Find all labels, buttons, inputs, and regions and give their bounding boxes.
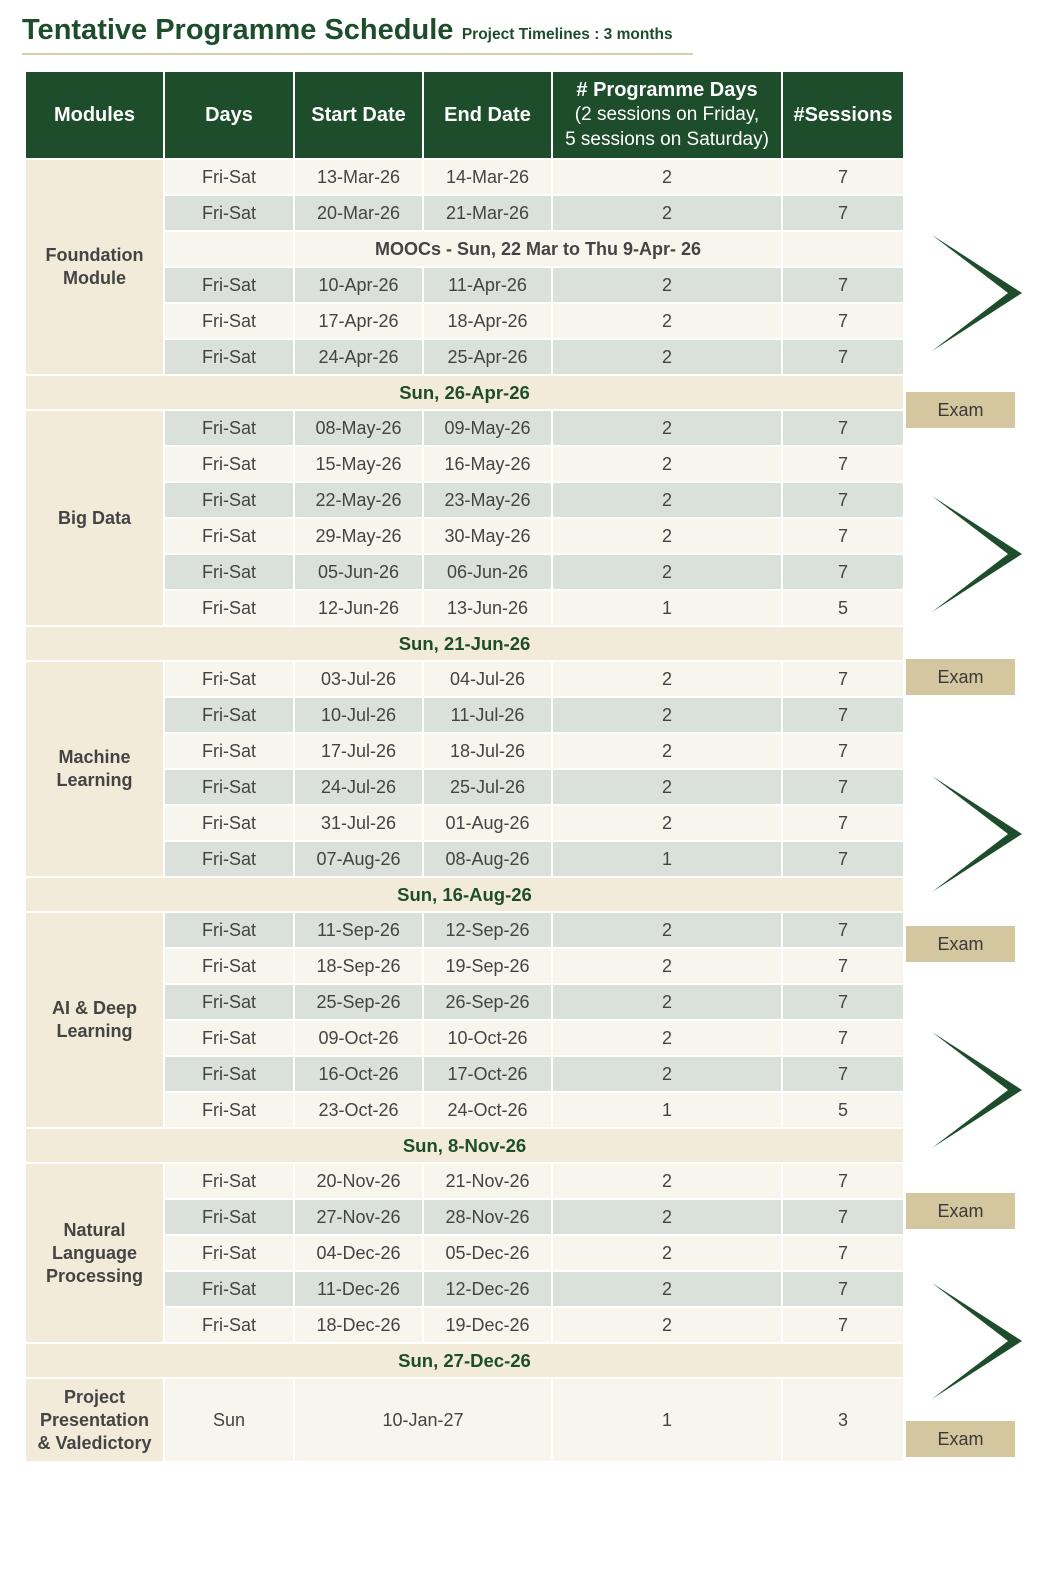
cell-days: Fri-Sat: [164, 554, 294, 590]
cell-end-date: 21-Nov-26: [423, 1163, 552, 1199]
chevron-right-icon: [928, 1028, 1026, 1152]
cell-days: Fri-Sat: [164, 410, 294, 446]
module-name-line: & Valedictory: [37, 1432, 152, 1453]
header-row: [25, 71, 904, 159]
cell-programme-days: 2: [552, 339, 782, 375]
cell-start-date: 09-Oct-26: [294, 1020, 423, 1056]
cell-sessions: 7: [782, 410, 904, 446]
cell-end-date: 28-Nov-26: [423, 1199, 552, 1235]
page-title: Tentative Programme Schedule: [22, 14, 454, 46]
table-row: [25, 912, 904, 948]
cell-programme-days: 2: [552, 482, 782, 518]
cell-sessions: 7: [782, 446, 904, 482]
cell-days: Fri-Sat: [164, 1092, 294, 1128]
cell-days: Fri-Sat: [164, 912, 294, 948]
schedule-table: [24, 70, 905, 1463]
cell-programme-days: 1: [552, 590, 782, 626]
cell-end-date: 17-Oct-26: [423, 1056, 552, 1092]
cell-end-date: 10-Oct-26: [423, 1020, 552, 1056]
cell-end-date: 25-Apr-26: [423, 339, 552, 375]
cell-start-date: 20-Nov-26: [294, 1163, 423, 1199]
cell-end-date: 30-May-26: [423, 518, 552, 554]
exam-row: [25, 375, 904, 410]
cell-sessions: 7: [782, 1020, 904, 1056]
cell-start-date: 17-Apr-26: [294, 303, 423, 339]
cell-start-date: 03-Jul-26: [294, 661, 423, 697]
cell-start-date: 18-Dec-26: [294, 1307, 423, 1343]
cell-start-date: 15-May-26: [294, 446, 423, 482]
cell-end-date: 11-Jul-26: [423, 697, 552, 733]
module-big-data: [25, 410, 164, 626]
cell-start-date: 05-Jun-26: [294, 554, 423, 590]
cell-end-date: 18-Jul-26: [423, 733, 552, 769]
cell-sessions: 7: [782, 1199, 904, 1235]
module-name-line: Learning: [56, 770, 133, 790]
cell-days: Fri-Sat: [164, 805, 294, 841]
cell-sessions: 7: [782, 948, 904, 984]
cell-programme-days: 1: [552, 841, 782, 877]
cell-programme-days: 2: [552, 1056, 782, 1092]
header-modules: Modules: [25, 71, 164, 159]
module-name-line: Learning: [56, 1021, 133, 1041]
cell-days: Fri-Sat: [164, 590, 294, 626]
cell-days: Fri-Sat: [164, 661, 294, 697]
cell-start-date: 24-Jul-26: [294, 769, 423, 805]
cell-programme-days: 2: [552, 805, 782, 841]
exam-badge: Exam: [906, 1193, 1015, 1229]
cell-programme-days: 2: [552, 1020, 782, 1056]
module-name-line: Module: [63, 268, 126, 288]
cell-days: Fri-Sat: [164, 518, 294, 554]
cell-end-date: 11-Apr-26: [423, 267, 552, 303]
cell-start-date: 18-Sep-26: [294, 948, 423, 984]
cell-sessions: 7: [782, 554, 904, 590]
chevron-right-icon: [928, 231, 1026, 355]
cell-days: Fri-Sat: [164, 159, 294, 195]
cell-end-date: 08-Aug-26: [423, 841, 552, 877]
cell-sessions: 7: [782, 1235, 904, 1271]
cell-start-date: 27-Nov-26: [294, 1199, 423, 1235]
cell-end-date: 06-Jun-26: [423, 554, 552, 590]
header-start-date: Start Date: [294, 71, 423, 159]
cell-programme-days: 2: [552, 518, 782, 554]
exam-row: [25, 1128, 904, 1163]
cell-days: Fri-Sat: [164, 841, 294, 877]
cell-days: Fri-Sat: [164, 482, 294, 518]
cell-programme-days: 2: [552, 697, 782, 733]
cell-programme-days: 1: [552, 1092, 782, 1128]
module-foundation: [25, 159, 164, 375]
cell-programme-days: 2: [552, 446, 782, 482]
chevron-right-icon: [928, 772, 1026, 896]
cell-start-date: 11-Dec-26: [294, 1271, 423, 1307]
cell-sessions: 5: [782, 1092, 904, 1128]
table-row: [25, 159, 904, 195]
cell-end-date: 19-Dec-26: [423, 1307, 552, 1343]
header-programme-days-title: # Programme Days: [576, 78, 758, 101]
cell-days: Fri-Sat: [164, 1020, 294, 1056]
cell-days: Fri-Sat: [164, 1199, 294, 1235]
cell-programme-days: 1: [552, 1378, 782, 1462]
cell-sessions: 3: [782, 1378, 904, 1462]
cell-start-date: 25-Sep-26: [294, 984, 423, 1020]
cell-days: Fri-Sat: [164, 948, 294, 984]
cell-sessions: 7: [782, 482, 904, 518]
module-name-line: Language: [51, 1242, 137, 1263]
cell-sessions: 5: [782, 590, 904, 626]
module-project-presentation: [25, 1378, 164, 1462]
cell-programme-days: 2: [552, 303, 782, 339]
cell-end-date: 24-Oct-26: [423, 1092, 552, 1128]
cell-programme-days: 2: [552, 1271, 782, 1307]
cell-start-date: 11-Sep-26: [294, 912, 423, 948]
cell-start-date: 08-May-26: [294, 410, 423, 446]
module-name-line: Project: [63, 1386, 126, 1407]
cell-start-date: 24-Apr-26: [294, 339, 423, 375]
cell-start-date: 10-Apr-26: [294, 267, 423, 303]
cell-programme-days: 2: [552, 948, 782, 984]
cell-programme-days: 2: [552, 1199, 782, 1235]
cell-sessions: 7: [782, 661, 904, 697]
exam-date: Sun, 21-Jun-26: [25, 626, 904, 661]
cell-days: Fri-Sat: [164, 1235, 294, 1271]
cell-programme-days: 2: [552, 984, 782, 1020]
cell-sessions: 7: [782, 912, 904, 948]
cell-sessions: 7: [782, 1163, 904, 1199]
module-ai-deep-learning: [25, 912, 164, 1128]
cell-start-date: 29-May-26: [294, 518, 423, 554]
cell-days: Fri-Sat: [164, 1307, 294, 1343]
blank-cell: [164, 231, 294, 267]
page-subtitle: Project Timelines : 3 months: [461, 26, 673, 43]
cell-end-date: 23-May-26: [423, 482, 552, 518]
cell-programme-days: 2: [552, 410, 782, 446]
cell-days: Sun: [164, 1378, 294, 1462]
exam-date: Sun, 27-Dec-26: [25, 1343, 904, 1378]
cell-days: Fri-Sat: [164, 984, 294, 1020]
cell-sessions: 7: [782, 339, 904, 375]
cell-end-date: 12-Dec-26: [423, 1271, 552, 1307]
header-days: Days: [164, 71, 294, 159]
cell-start-date: 13-Mar-26: [294, 159, 423, 195]
header-end-date: End Date: [423, 71, 552, 159]
cell-sessions: 7: [782, 159, 904, 195]
cell-end-date: 25-Jul-26: [423, 769, 552, 805]
exam-badge: Exam: [906, 1421, 1015, 1457]
cell-end-date: 13-Jun-26: [423, 590, 552, 626]
cell-end-date: 16-May-26: [423, 446, 552, 482]
cell-end-date: 01-Aug-26: [423, 805, 552, 841]
cell-days: Fri-Sat: [164, 195, 294, 231]
exam-badge: Exam: [906, 926, 1015, 962]
cell-end-date: 14-Mar-26: [423, 159, 552, 195]
table-row: [25, 410, 904, 446]
cell-sessions: 7: [782, 267, 904, 303]
cell-programme-days: 2: [552, 159, 782, 195]
module-name-line: Natural: [63, 1219, 126, 1240]
cell-end-date: 18-Apr-26: [423, 303, 552, 339]
cell-programme-days: 2: [552, 1235, 782, 1271]
cell-sessions: 7: [782, 1271, 904, 1307]
cell-days: Fri-Sat: [164, 697, 294, 733]
cell-end-date: 26-Sep-26: [423, 984, 552, 1020]
header-programme-days-note-1: (2 sessions on Friday,: [574, 103, 760, 125]
module-name-line: Presentation: [39, 1409, 150, 1430]
cell-days: Fri-Sat: [164, 303, 294, 339]
cell-days: Fri-Sat: [164, 1056, 294, 1092]
exam-date: Sun, 8-Nov-26: [25, 1128, 904, 1163]
cell-start-date: 23-Oct-26: [294, 1092, 423, 1128]
cell-start-date: 04-Dec-26: [294, 1235, 423, 1271]
cell-days: Fri-Sat: [164, 339, 294, 375]
cell-programme-days: 2: [552, 661, 782, 697]
exam-date: Sun, 16-Aug-26: [25, 877, 904, 912]
cell-programme-days: 2: [552, 554, 782, 590]
cell-end-date: 04-Jul-26: [423, 661, 552, 697]
cell-sessions: 7: [782, 1307, 904, 1343]
cell-sessions: 7: [782, 303, 904, 339]
cell-days: Fri-Sat: [164, 733, 294, 769]
blank-cell: [782, 231, 904, 267]
cell-days: Fri-Sat: [164, 267, 294, 303]
cell-start-date: 20-Mar-26: [294, 195, 423, 231]
module-name-line: AI & Deep: [51, 998, 138, 1018]
cell-sessions: 7: [782, 841, 904, 877]
cell-start-date: 16-Oct-26: [294, 1056, 423, 1092]
chevron-right-icon: [928, 492, 1026, 616]
page-header: [22, 14, 693, 55]
exam-row: [25, 626, 904, 661]
header-programme-days: [552, 71, 782, 159]
cell-date: 10-Jan-27: [294, 1378, 552, 1462]
table-row: [25, 1163, 904, 1199]
module-name-line: Foundation: [45, 245, 144, 265]
module-name-line: Machine: [58, 747, 131, 767]
module-name-line: Big Data: [57, 507, 131, 528]
cell-start-date: 10-Jul-26: [294, 697, 423, 733]
module-nlp: [25, 1163, 164, 1343]
header-sessions: #Sessions: [782, 71, 904, 159]
cell-programme-days: 2: [552, 267, 782, 303]
cell-start-date: 12-Jun-26: [294, 590, 423, 626]
cell-sessions: 7: [782, 984, 904, 1020]
cell-sessions: 7: [782, 1056, 904, 1092]
cell-days: Fri-Sat: [164, 769, 294, 805]
cell-end-date: 12-Sep-26: [423, 912, 552, 948]
cell-sessions: 7: [782, 697, 904, 733]
cell-programme-days: 2: [552, 1163, 782, 1199]
exam-badge: Exam: [906, 392, 1015, 428]
cell-days: Fri-Sat: [164, 446, 294, 482]
table-row: [25, 1378, 904, 1462]
exam-row: [25, 877, 904, 912]
exam-date: Sun, 26-Apr-26: [25, 375, 904, 410]
cell-end-date: 05-Dec-26: [423, 1235, 552, 1271]
cell-start-date: 07-Aug-26: [294, 841, 423, 877]
cell-start-date: 22-May-26: [294, 482, 423, 518]
module-name-line: Processing: [45, 1265, 144, 1286]
cell-programme-days: 2: [552, 195, 782, 231]
header-programme-days-note-2: 5 sessions on Saturday): [565, 128, 769, 150]
cell-start-date: 31-Jul-26: [294, 805, 423, 841]
exam-badge: Exam: [906, 659, 1015, 695]
module-machine-learning: [25, 661, 164, 877]
cell-programme-days: 2: [552, 733, 782, 769]
cell-sessions: 7: [782, 733, 904, 769]
cell-days: Fri-Sat: [164, 1271, 294, 1307]
cell-days: Fri-Sat: [164, 1163, 294, 1199]
cell-programme-days: 2: [552, 912, 782, 948]
cell-end-date: 21-Mar-26: [423, 195, 552, 231]
cell-end-date: 19-Sep-26: [423, 948, 552, 984]
cell-sessions: 7: [782, 195, 904, 231]
cell-sessions: 7: [782, 805, 904, 841]
mooc-note: MOOCs - Sun, 22 Mar to Thu 9-Apr- 26: [294, 231, 782, 267]
cell-sessions: 7: [782, 518, 904, 554]
cell-start-date: 17-Jul-26: [294, 733, 423, 769]
cell-programme-days: 2: [552, 1307, 782, 1343]
cell-programme-days: 2: [552, 769, 782, 805]
cell-sessions: 7: [782, 769, 904, 805]
exam-row: [25, 1343, 904, 1378]
cell-end-date: 09-May-26: [423, 410, 552, 446]
chevron-right-icon: [928, 1279, 1026, 1403]
table-row: [25, 661, 904, 697]
